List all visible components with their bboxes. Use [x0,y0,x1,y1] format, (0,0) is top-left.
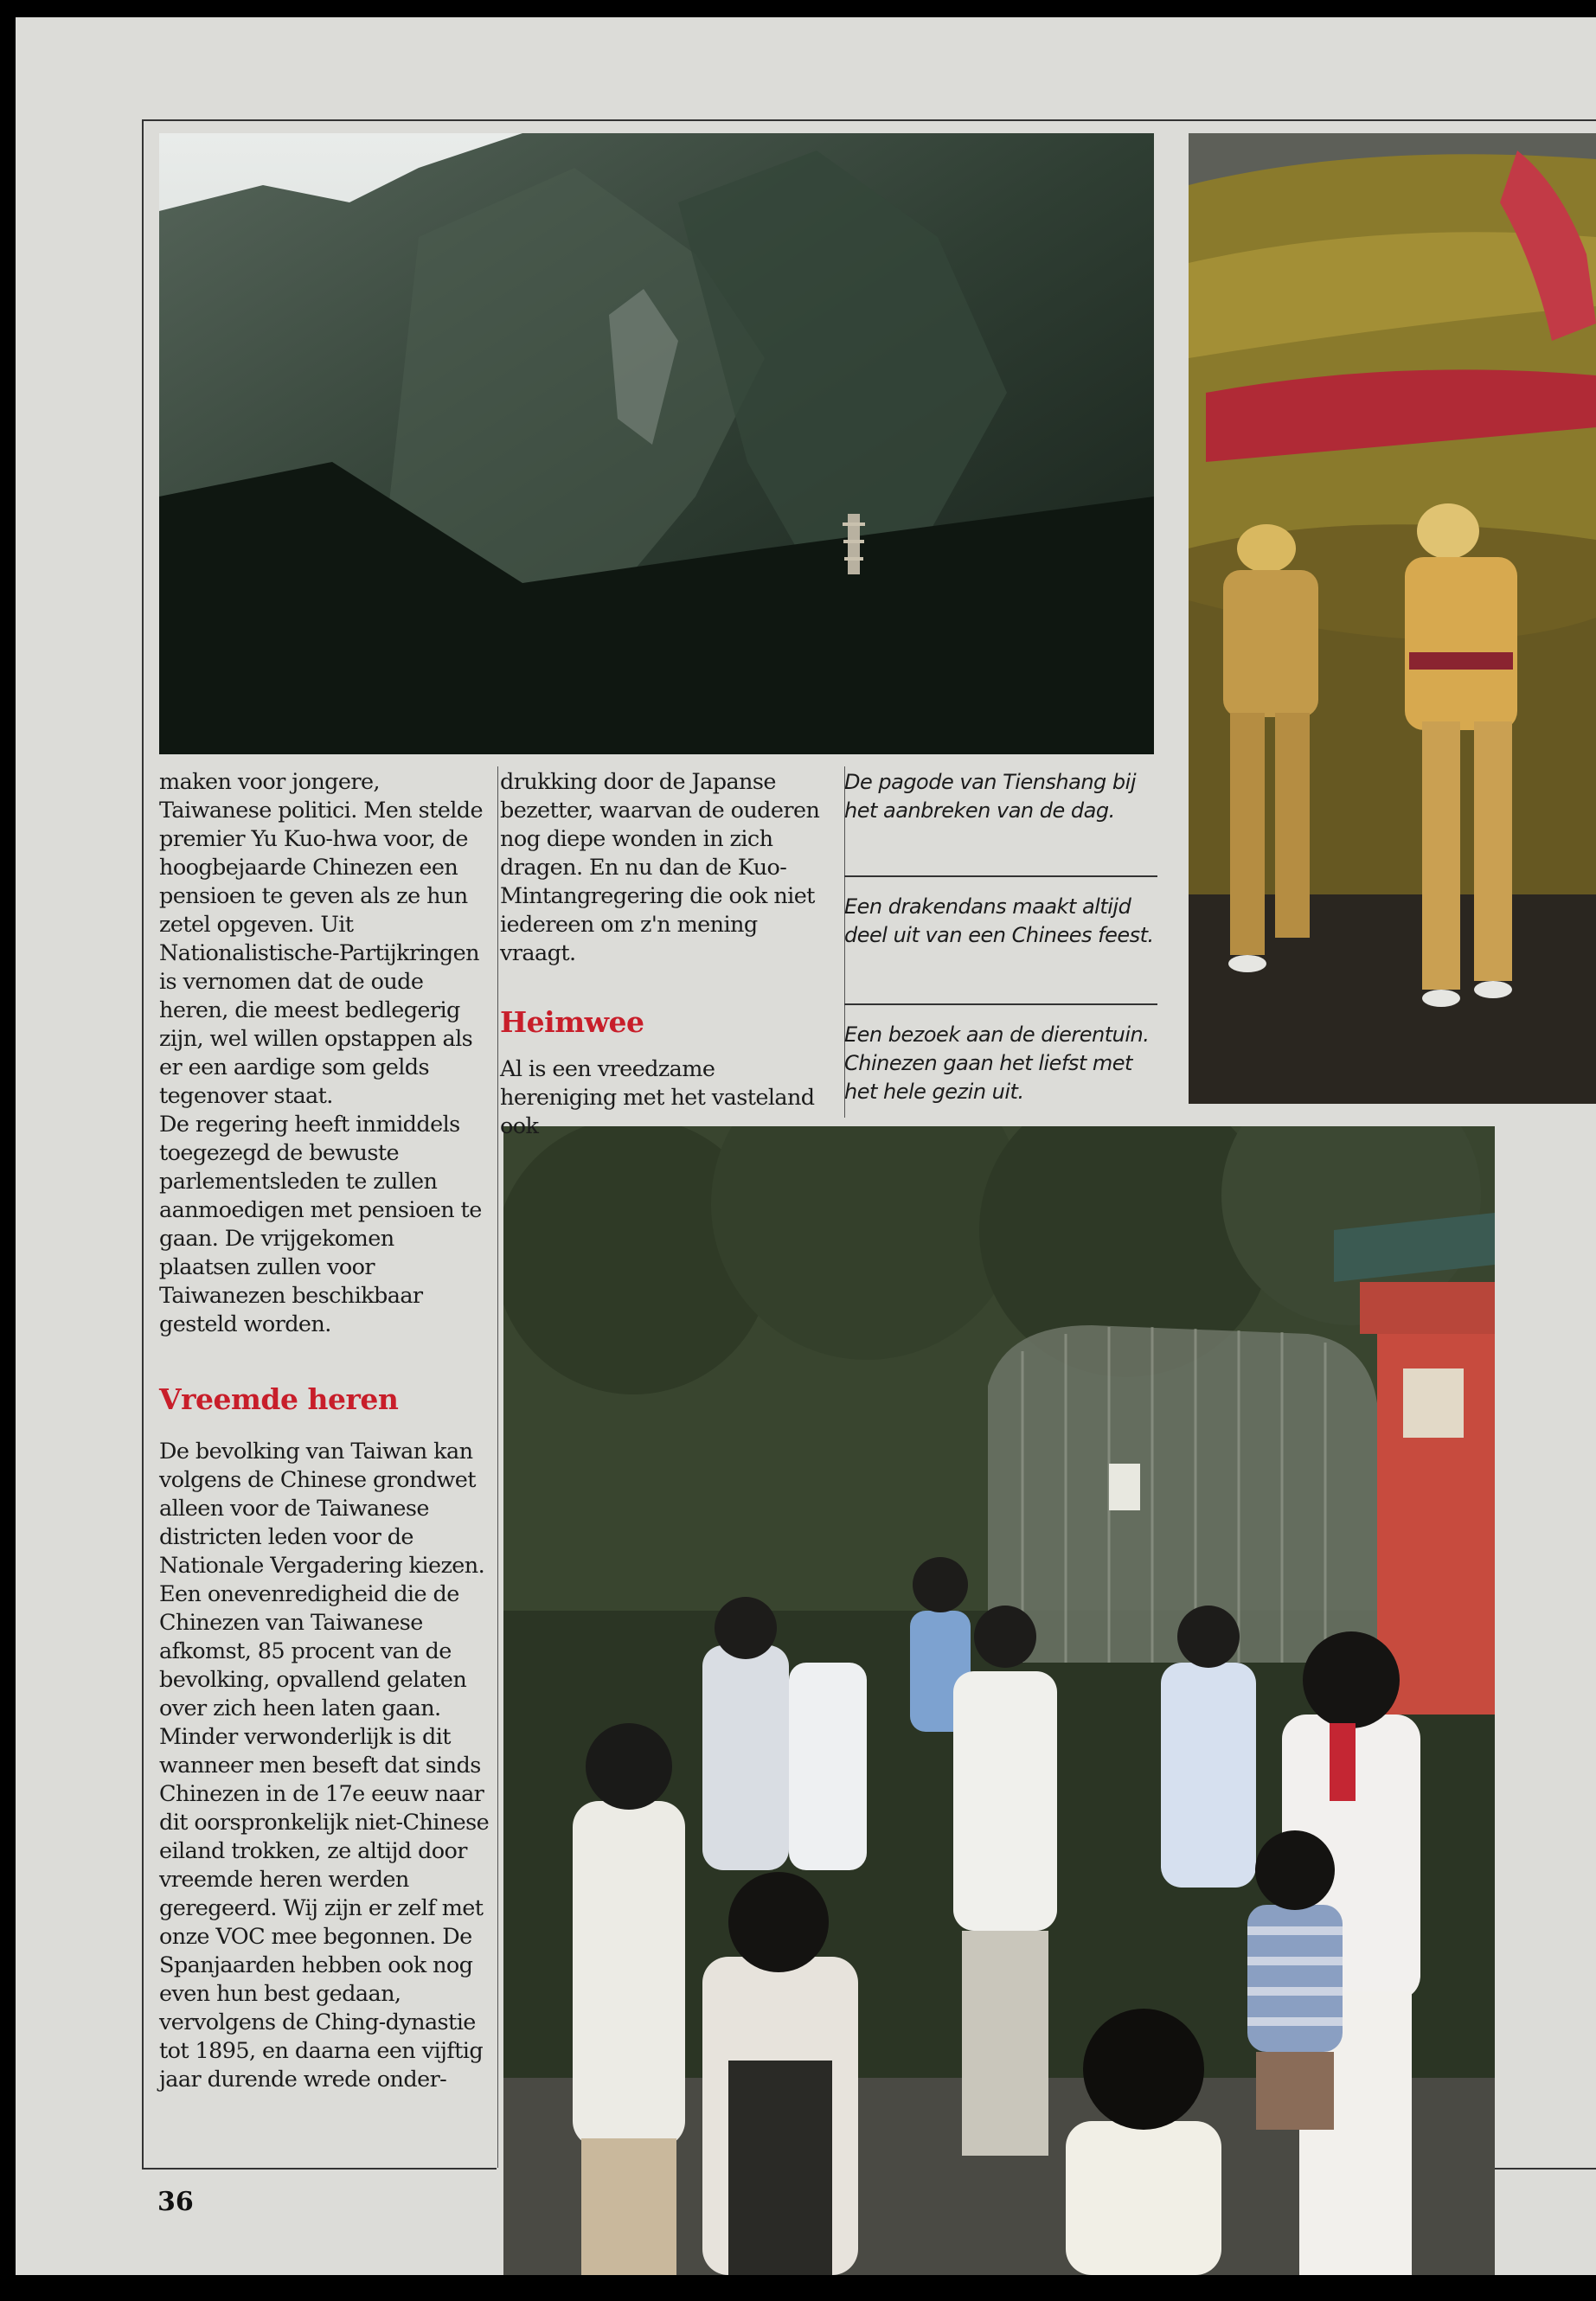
caption-rule-2 [844,1003,1157,1005]
top-rule [144,119,1596,121]
column-2-top [500,768,830,968]
column-1-paragraph-3: De bevolking van Taiwan kan volgens de Chinese grondwet alleen voor de Taiwanese districten leden voor de Nationale Vergadering kiezen. Een onevenredigheid die de Chinezen van Taiwanese afkomst, 85 procent van de bevolking, opvallend gelaten over zich heen laten gaan. Minder verwonderlijk is dit wanneer men beseft dat sinds Chinezen in de 17e eeuw naar dit oorspronkelijk niet-Chinese eiland trokken, ze altijd door vreemde heren werden geregeerd. Wij zijn er zelf met onze VOC mee begonnen. De Spanjaarden hebben ook nog even hun best gedaan, vervolgens de Ching-dynastie tot 1895, en daarna een vijftig jaar durende wrede onder- [159,1439,490,2093]
zoo-crowd-photo [503,1126,1495,2275]
mountain-pagoda-photo [159,133,1154,754]
caption-pagoda: De pagode van Tienshang bij het aanbreken van de dag. [844,770,1136,823]
left-rule [142,119,144,2170]
column-1-paragraph-1: maken voor jongere, Taiwanese politici. Men stelde premier Yu Kuo-hwa voor, de hoogbejaarde Chinezen een pensioen te geven als ze hun zetel opgeven. Uit Nationalistische-Partijkringen is vernomen dat de oude heren, die meest bedlegerig zijn, wel willen opstappen als er een aardige som gelds tegenover staat. [159,769,483,1109]
heading-vreemde-heren: Vreemde heren [159,1382,399,1416]
caption-rule-1 [844,875,1157,877]
column-2-bottom [500,1055,830,1141]
page-number: 36 [157,2187,194,2217]
column-2-paragraph-1: drukking door de Japanse bezetter, waarvan de ouderen nog diepe wonden in zich dragen. En nu dan de Kuo-Mintangregering die ook niet iedereen om z'n mening vraagt. [500,769,820,966]
dragon-dance-photo [1189,133,1596,1104]
bottom-rule-right [1495,2168,1596,2170]
column-1-bottom [159,1438,490,2094]
column-1-top [159,768,490,1339]
magazine-page [16,17,1596,2275]
caption-dragon-dance: Een drakendans maakt altijd deel uit van een Chinees feest. [844,894,1154,947]
column-divider-1 [497,766,498,2168]
caption-zoo: Een bezoek aan de dierentuin. Chinezen gaan het liefst met het hele gezin uit. [844,1022,1150,1104]
column-1-paragraph-2: De regering heeft inmiddels toegezegd de bewuste parlementsleden te zullen aanmoedigen met pensioen te gaan. De vrijgekomen plaatsen zullen voor Taiwanezen beschikbaar gesteld worden. [159,1112,482,1337]
bottom-rule [142,2168,497,2170]
heading-heimwee: Heimwee [500,1005,644,1039]
column-2-paragraph-2: Al is een vreedzame hereniging met het vasteland ook [500,1056,815,1139]
